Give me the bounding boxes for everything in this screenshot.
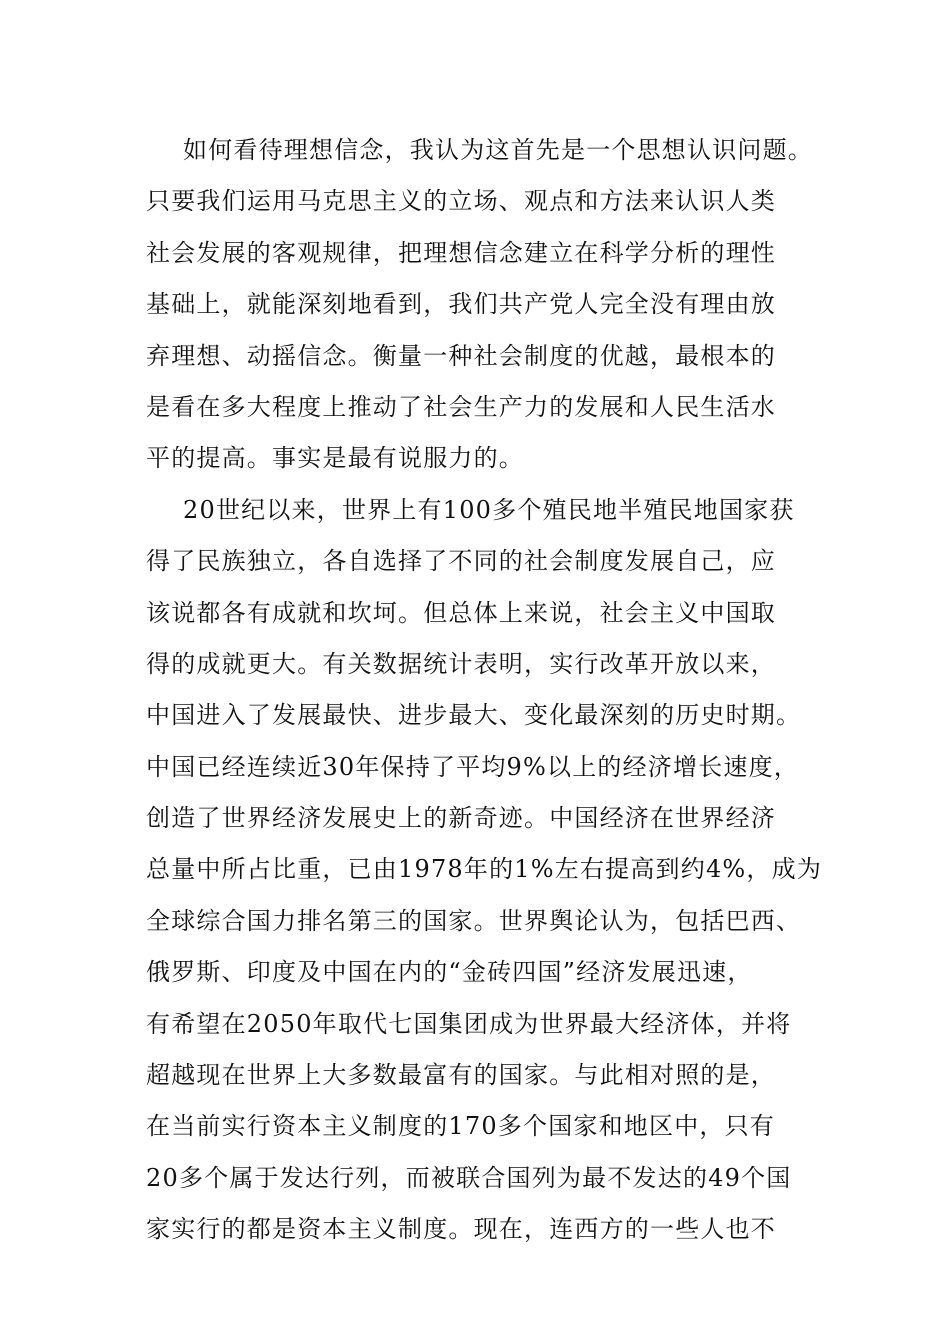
text-line: 有希望在2050年取代七国集团成为世界最大经济体，并将 <box>146 1009 792 1038</box>
text-line: 家实行的都是资本主义制度。现在，连西方的一些人也不 <box>146 1215 776 1244</box>
text-line: 全球综合国力排名第三的国家。世界舆论认为，包括巴西、 <box>146 906 802 935</box>
text-line: 社会发展的客观规律，把理想信念建立在科学分析的理性 <box>146 238 776 267</box>
text-line: 中国已经连续近30年保持了平均9%以上的经济增长速度， <box>146 752 800 781</box>
text-line: 中国进入了发展最快、进步最大、变化最深刻的历史时期。 <box>146 701 802 730</box>
text-line: 在当前实行资本主义制度的170多个国家和地区中，只有 <box>146 1112 776 1141</box>
text-line: 基础上，就能深刻地看到，我们共产党人完全没有理由放 <box>146 290 776 319</box>
text-line: 总量中所占比重，已由1978年的1%左右提高到约4%，成为 <box>146 855 823 884</box>
paragraph-2 <box>146 485 826 1256</box>
text-line: 俄罗斯、印度及中国在内的“金砖四国”经济发展迅速， <box>146 958 753 987</box>
text-line: 得了民族独立，各自选择了不同的社会制度发展自己，应 <box>146 547 776 576</box>
text-line: 创造了世界经济发展史上的新奇迹。中国经济在世界经济 <box>146 804 776 833</box>
text-line: 得的成就更大。有关数据统计表明，实行改革开放以来， <box>146 649 776 678</box>
text-line: 是看在多大程度上推动了社会生产力的发展和人民生活水 <box>146 392 776 421</box>
text-line: 平的提高。事实是最有说服力的。 <box>146 444 524 473</box>
text-line: 超越现在世界上大多数最富有的国家。与此相对照的是， <box>146 1061 776 1090</box>
text-line: 弃理想、动摇信念。衡量一种社会制度的优越，最根本的 <box>146 341 776 370</box>
text-line: 如何看待理想信念，我认为这首先是一个思想认识问题。 <box>183 136 813 164</box>
paragraph-1 <box>146 125 826 485</box>
text-line: 20世纪以来，世界上有100多个殖民地半殖民地国家获 <box>183 495 795 524</box>
text-line: 20多个属于发达行列，而被联合国列为最不发达的49个国 <box>146 1163 792 1192</box>
body-text <box>146 125 826 1256</box>
text-line: 该说都各有成就和坎坷。但总体上来说，社会主义中国取 <box>146 598 776 627</box>
text-line: 只要我们运用马克思主义的立场、观点和方法来认识人类 <box>146 187 776 216</box>
